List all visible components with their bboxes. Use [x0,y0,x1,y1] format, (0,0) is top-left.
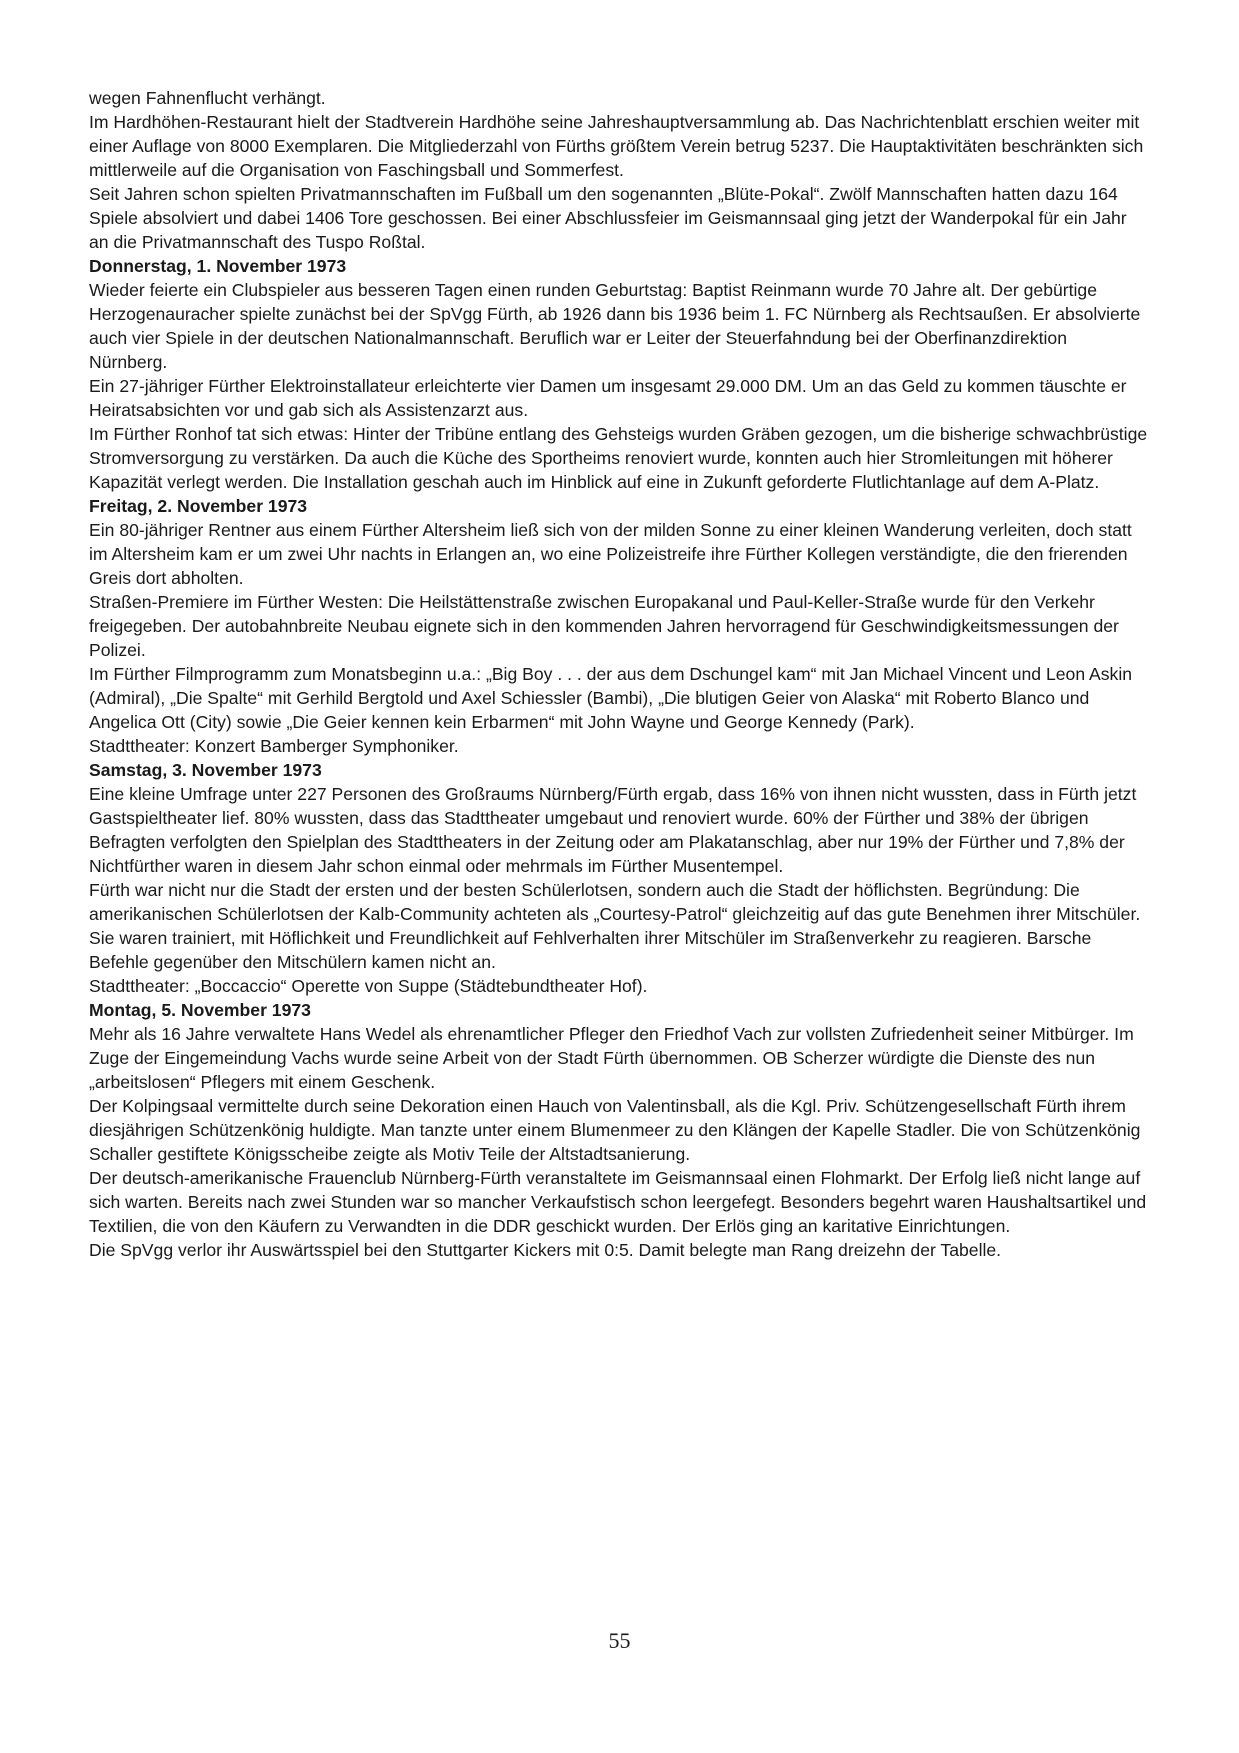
document-body [89,86,1149,1262]
paragraph: Mehr als 16 Jahre verwaltete Hans Wedel als ehrenamtlicher Pfleger den Friedhof Vach zur vollsten Zufriedenheit seiner Mitbürger. Im Zuge der Eingemeindung Vachs wurde seine Arbeit von der Stadt Fürth übernommen. OB Scherzer würdigte die Dienste des nun „arbeitslosen“ Pflegers mit einem Geschenk. [89,1024,1134,1092]
section-heading: Montag, 5. November 1973 [89,1000,311,1020]
page-number: 55 [608,1628,631,1653]
paragraph: Ein 27-jähriger Fürther Elektroinstallateur erleichterte vier Damen um insgesamt 29.000 DM. Um an das Geld zu kommen täuschte er Heiratsabsichten vor und gab sich als Assistenzarzt aus. [89,376,1127,420]
paragraph: Stadttheater: „Boccaccio“ Operette von Suppe (Städtebundtheater Hof). [89,976,648,996]
section-samstag [89,758,1149,998]
paragraph: Im Fürther Filmprogramm zum Monatsbeginn u.a.: „Big Boy . . . der aus dem Dschungel kam“ mit Jan Michael Vincent und Leon Askin (Admiral), „Die Spalte“ mit Gerhild Bergtold und Axel Schiessler (Bambi), „Die blutigen Geier von Alaska“ mit Roberto Blanco und Angelica Ott (City) sowie „Die Geier kennen kein Erbarmen“ mit John Wayne und George Kennedy (Park). [89,664,1133,732]
section-freitag [89,494,1149,758]
paragraph: Straßen-Premiere im Fürther Westen: Die Heilstättenstraße zwischen Europakanal und Paul-Keller-Straße wurde für den Verkehr freigegeben. Der autobahnbreite Neubau eignete sich in den kommenden Jahren hervorragend für Geschwindigkeitsmessungen der Polizei. [89,592,1119,660]
paragraph: Wieder feierte ein Clubspieler aus besseren Tagen einen runden Geburtstag: Baptist Reinmann wurde 70 Jahre alt. Der gebürtige Herzogenauracher spielte zunächst bei der SpVgg Fürth, ab 1926 dann bis 1936 beim 1. FC Nürnberg als Rechtsaußen. Er absolvierte auch vier Spiele in der deutschen Nationalmannschaft. Beruflich war er Leiter der Steuerfahndung bei der Oberfinanzdirektion Nürnberg. [89,280,1141,372]
intro-block [89,86,1149,254]
section-heading: Donnerstag, 1. November 1973 [89,256,347,276]
paragraph: Der Kolpingsaal vermittelte durch seine Dekoration einen Hauch von Valentinsball, als die Kgl. Priv. Schützengesellschaft Fürth ihrem diesjährigen Schützenkönig huldigte. Man tanzte unter einem Blumenmeer zu den Klängen der Kapelle Stadler. Die von Schützenkönig Schaller gestiftete Königsscheibe zeigte als Motiv Teile der Altstadtsanierung. [89,1096,1141,1164]
section-montag [89,998,1149,1262]
paragraph: Im Fürther Ronhof tat sich etwas: Hinter der Tribüne entlang des Gehsteigs wurden Gräben gezogen, um die bisherige schwachbrüstige Stromversorgung zu verstärken. Da auch die Küche des Sportheims renoviert wurde, konnten auch hier Stromleitungen mit höherer Kapazität verlegt werden. Die Installation geschah auch im Hinblick auf eine in Zukunft geforderte Flutlichtanlage auf dem A-Platz. [89,424,1148,492]
paragraph: Die SpVgg verlor ihr Auswärtsspiel bei den Stuttgarter Kickers mit 0:5. Damit belegte man Rang dreizehn der Tabelle. [89,1240,1002,1260]
paragraph: Eine kleine Umfrage unter 227 Personen des Großraums Nürnberg/Fürth ergab, dass 16% von ihnen nicht wussten, dass in Fürth jetzt Gastspieltheater lief. 80% wussten, dass das Stadttheater umgebaut und renoviert wurde. 60% der Fürther und 38% der übrigen Befragten verfolgten den Spielplan des Stadttheaters in der Zeitung oder am Plakatanschlag, aber nur 19% der Fürther und 7,8% der Nichtfürther waren in diesem Jahr schon einmal oder mehrmals im Fürther Musentempel. [89,784,1137,876]
paragraph: Fürth war nicht nur die Stadt der ersten und der besten Schülerlotsen, sondern auch die Stadt der höflichsten. Begründung: Die amerikanischen Schülerlotsen der Kalb-Community achteten als „Courtesy-Patrol“ gleichzeitig auf das gute Benehmen ihrer Mitschüler. Sie waren trainiert, mit Höflichkeit und Freundlichkeit auf Fehlverhalten ihrer Mitschüler im Straßenverkehr zu reagieren. Barsche Befehle gegenüber den Mitschülern kamen nicht an. [89,880,1141,972]
section-heading: Freitag, 2. November 1973 [89,496,308,516]
paragraph: Stadttheater: Konzert Bamberger Symphoniker. [89,736,459,756]
paragraph: Der deutsch-amerikanische Frauenclub Nürnberg-Fürth veranstaltete im Geismannsaal einen Flohmarkt. Der Erfolg ließ nicht lange auf sich warten. Bereits nach zwei Stunden war so mancher Verkaufstisch schon leergefegt. Besonders begehrt waren Haushaltsartikel und Textilien, die von den Käufern zu Verwandten in die DDR geschickt wurden. Der Erlös ging an karitative Einrichtungen. [89,1168,1147,1236]
section-donnerstag [89,254,1149,494]
paragraph: Im Hardhöhen-Restaurant hielt der Stadtverein Hardhöhe seine Jahreshauptversammlung ab. Das Nachrichtenblatt erschien weiter mit einer Auflage von 8000 Exemplaren. Die Mitgliederzahl von Fürths größtem Verein betrug 5237. Die Hauptaktivitäten beschränkten sich mittlerweile auf die Organisation von Faschingsball und Sommerfest. [89,112,1144,180]
paragraph: wegen Fahnenflucht verhängt. [89,88,326,108]
paragraph: Ein 80-jähriger Rentner aus einem Fürther Altersheim ließ sich von der milden Sonne zu einer kleinen Wanderung verleiten, doch statt im Altersheim kam er um zwei Uhr nachts in Erlangen an, wo eine Polizeistreife ihre Fürther Kollegen verständigte, die den frierenden Greis dort abholten. [89,520,1132,588]
section-heading: Samstag, 3. November 1973 [89,760,322,780]
paragraph: Seit Jahren schon spielten Privatmannschaften im Fußball um den sogenannten „Blüte-Pokal“. Zwölf Mannschaften hatten dazu 164 Spiele absolviert und dabei 1406 Tore geschossen. Bei einer Abschlussfeier im Geismannsaal ging jetzt der Wanderpokal für ein Jahr an die Privatmannschaft des Tuspo Roßtal. [89,184,1127,252]
